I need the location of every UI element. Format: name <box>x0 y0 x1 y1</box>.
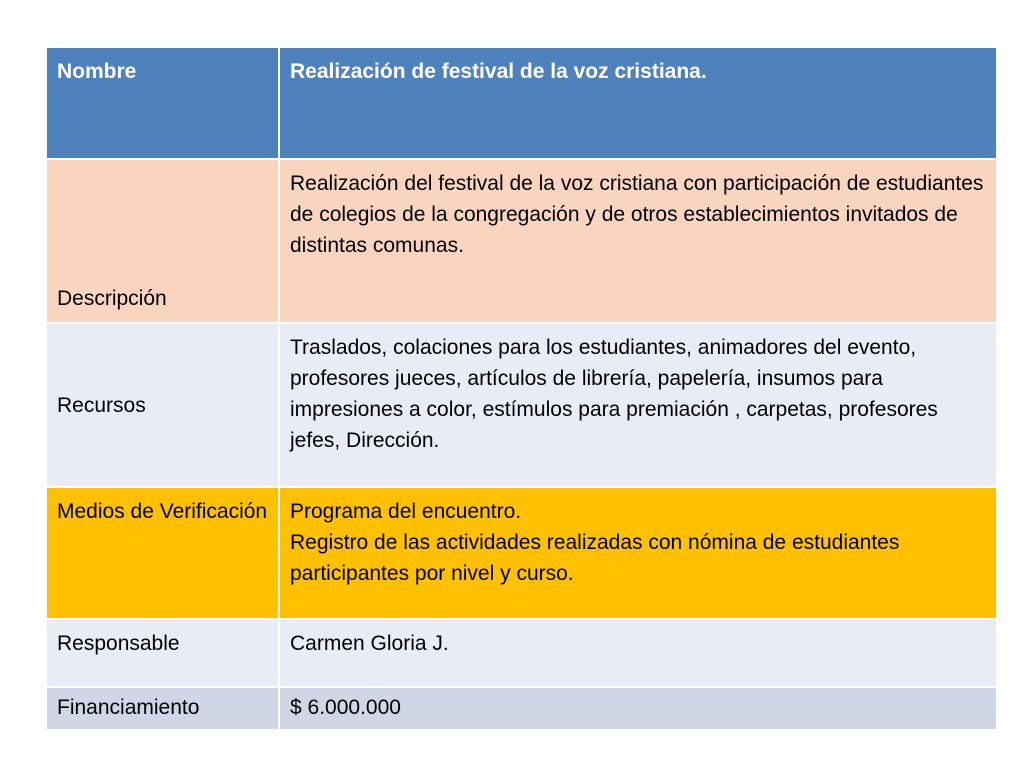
financiamiento-value: $ 6.000.000 <box>279 687 997 730</box>
responsable-value: Carmen Gloria J. <box>279 619 997 687</box>
medios-verificacion-value <box>279 487 997 619</box>
medios-line-registro: Registro de las actividades realizadas con nómina de estudiantes participantes por nivel y curso. <box>290 531 900 585</box>
financiamiento-label: Financiamiento <box>46 687 279 730</box>
recursos-value: Traslados, colaciones para los estudiantes, animadores del evento, profesores jueces, artículos de librería, papelería, insumos para impresiones a color, estímulos para premiación , carpetas, profesores jefes, Dirección. <box>279 323 997 487</box>
table-row-financiamiento <box>46 687 997 730</box>
medios-verificacion-label: Medios de Verificación <box>46 487 279 619</box>
nombre-value: Realización de festival de la voz cristiana. <box>279 47 997 159</box>
activity-table <box>45 46 998 731</box>
recursos-label: Recursos <box>46 323 279 487</box>
descripcion-value: Realización del festival de la voz cristiana con participación de estudiantes de colegios de la congregación y de otros establecimientos invitados de distintas comunas. <box>279 159 997 323</box>
responsable-label: Responsable <box>46 619 279 687</box>
medios-line-programa: Programa del encuentro. <box>290 500 522 523</box>
descripcion-label: Descripción <box>46 159 279 323</box>
table-row-responsable <box>46 619 997 687</box>
table-row-recursos <box>46 323 997 487</box>
nombre-label: Nombre <box>46 47 279 159</box>
table-row-medios-verificacion <box>46 487 997 619</box>
table-row-descripcion <box>46 159 997 323</box>
table-row-nombre <box>46 47 997 159</box>
